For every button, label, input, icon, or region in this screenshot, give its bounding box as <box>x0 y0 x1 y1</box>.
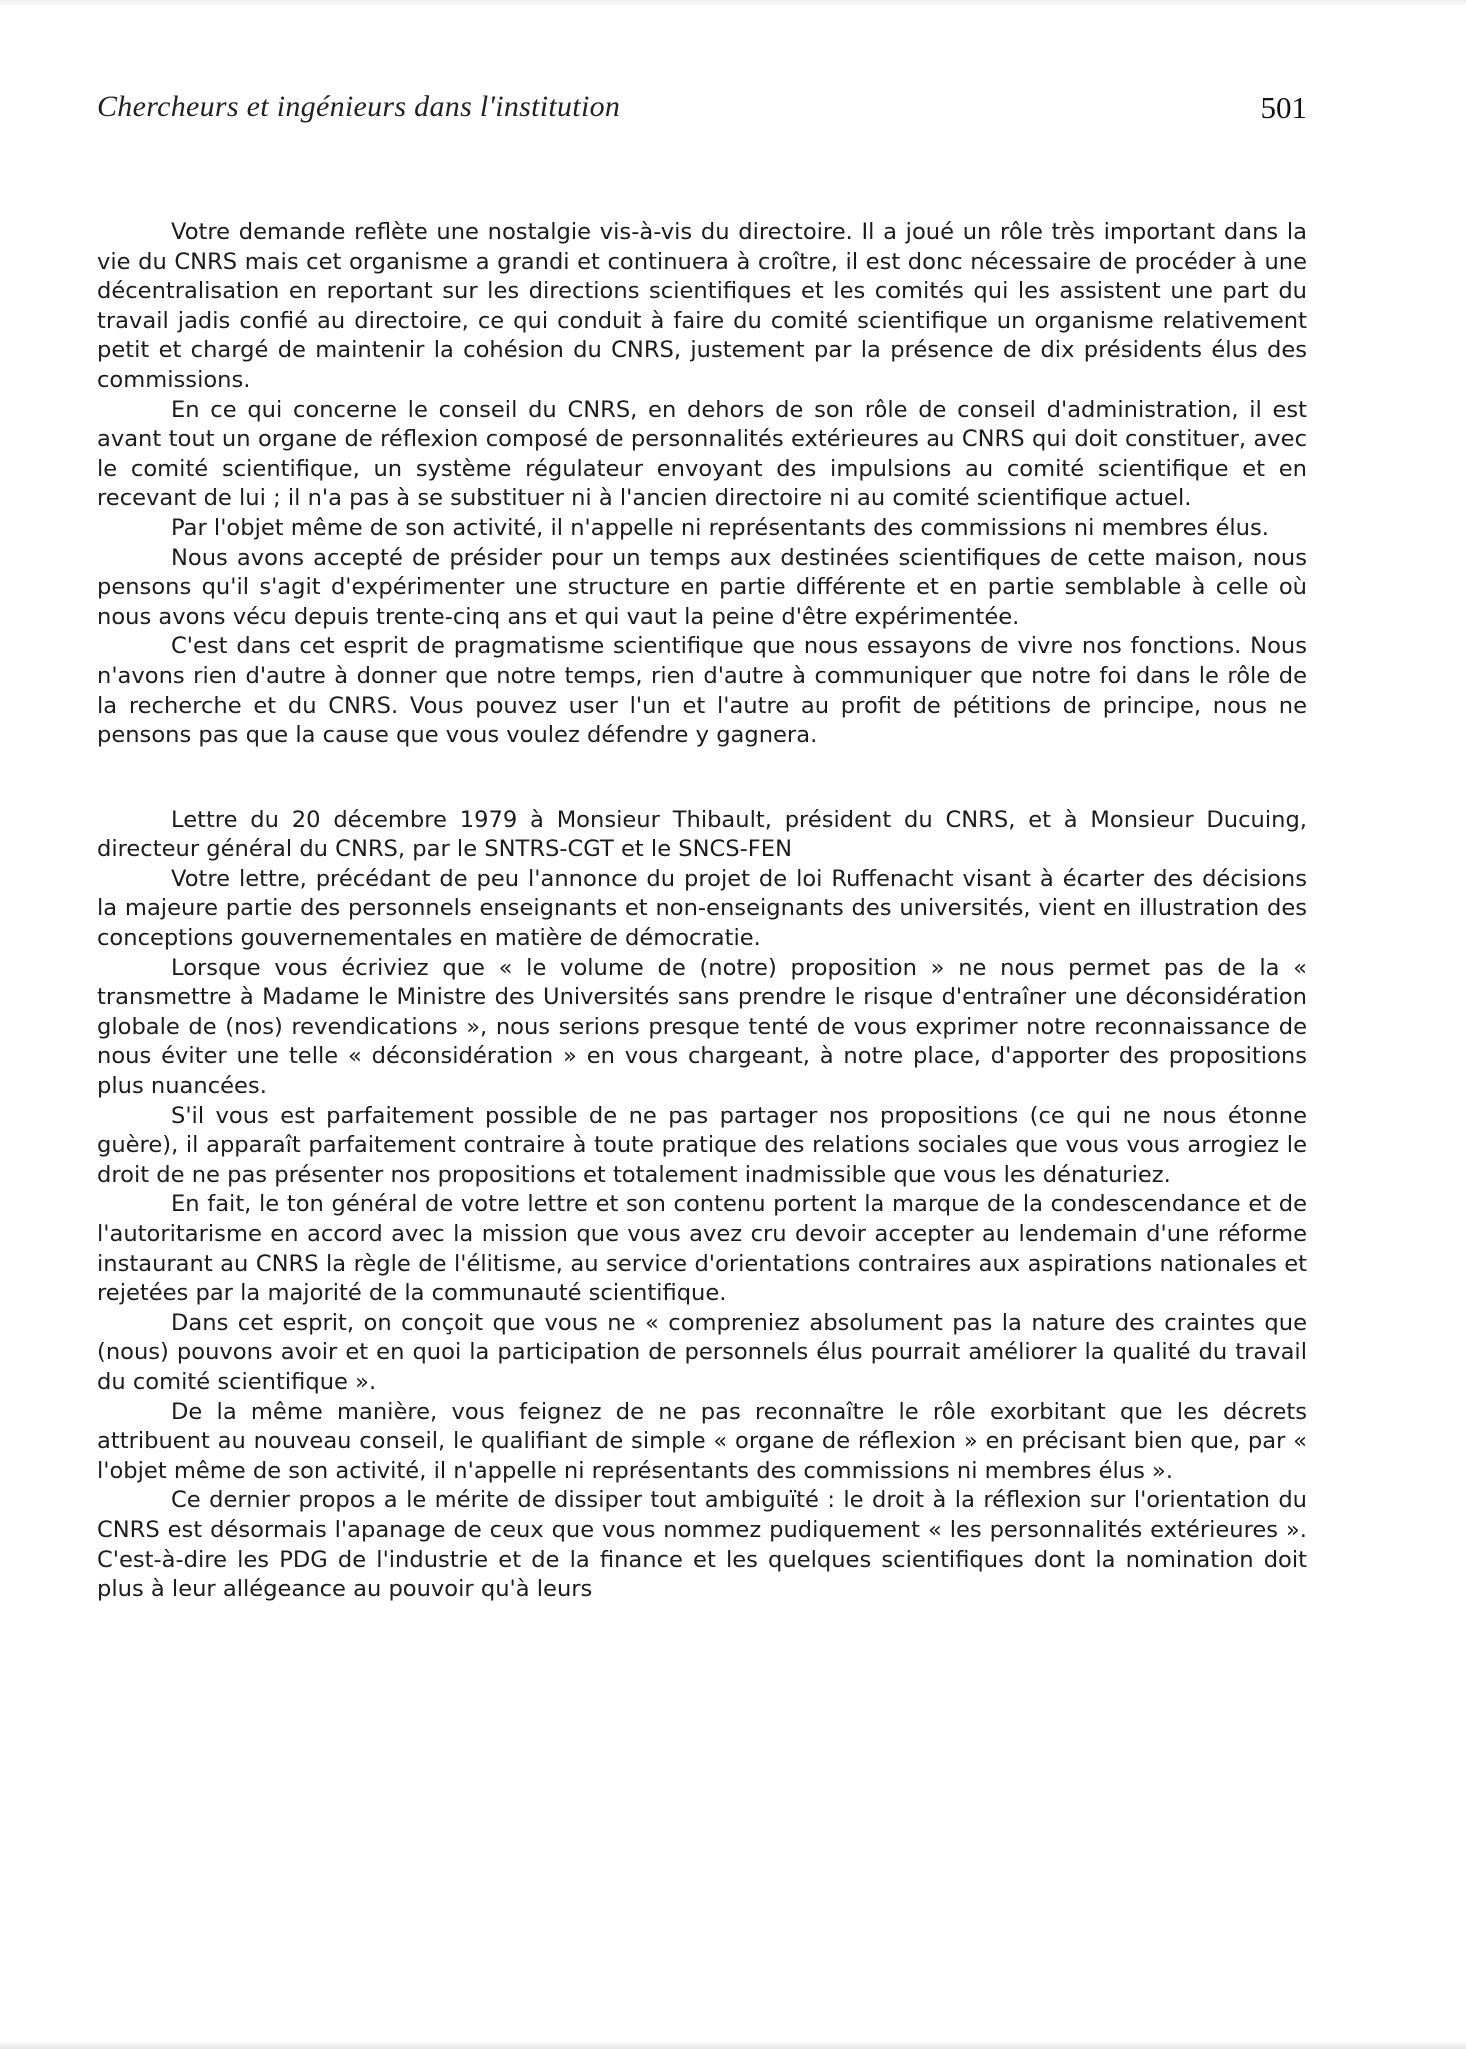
paragraph-conseil: En ce qui concerne le conseil du CNRS, en dehors de son rôle de conseil d'administration, il est avant tout un organe de réflexion composé de personnalités extérieures au CNRS qui doit constituer, avec le comité scientifique, un système régulateur envoyant des impulsions au comité scientifique et en recevant de lui ; il n'a pas à se substituer ni à l'ancien directoire ni au comité scientifique actuel. <box>97 396 1307 512</box>
scan-edge-bottom <box>0 2041 1466 2049</box>
running-header-title: Chercheurs et ingénieurs dans l'institution <box>97 90 621 123</box>
paragraph-craintes: Dans cet esprit, on conçoit que vous ne « compreniez absolument pas la nature des craintes que (nous) pouvons avoir et en quoi la participation de personnels élus pourrait améliorer la qualité du travail du comité scientifique ». <box>97 1309 1307 1395</box>
paragraph-propositions: S'il vous est parfaitement possible de ne pas partager nos propositions (ce qui ne nous étonne guère), il apparaît parfaitement contraire à toute pratique des relations sociales que vous vous arrogiez le droit de ne pas présenter nos propositions et totalement inadmissible que vous les dénaturiez. <box>97 1102 1307 1188</box>
paragraph-ruffenacht: Votre lettre, précédant de peu l'annonce du projet de loi Ruffenacht visant à écarter des décisions la majeure partie des personnels enseignants et non-enseignants des universités, vient en illustration des conceptions gouvernementales en matière de démocratie. <box>97 865 1307 952</box>
page-number: 501 <box>1260 90 1307 125</box>
paragraph-directoire: Votre demande reflète une nostalgie vis-à-vis du directoire. Il a joué un rôle très important dans la vie du CNRS mais cet organisme a grandi et continuera à croître, il est donc nécessaire de procéder à une décentralisation en reportant sur les directions scientifiques et les comités qui les assistent une part du travail jadis confié au directoire, ce qui conduit à faire du comité scientifique un organisme relativement petit et chargé de maintenir la cohésion du CNRS, justement par la présence de dix présidents élus des commissions. <box>97 219 1307 393</box>
scan-edge-top <box>0 0 1466 6</box>
running-header <box>97 90 1307 130</box>
body-text <box>97 218 1307 1605</box>
paragraph-pragmatisme: C'est dans cet esprit de pragmatisme scientifique que nous essayons de vivre nos fonctions. Nous n'avons rien d'autre à donner que notre temps, rien d'autre à communiquer que notre foi dans le rôle de la recherche et du CNRS. Vous pouvez user l'un et l'autre au profit de pétitions de principe, nous ne pensons pas que la cause que vous voulez défendre y gagnera. <box>97 633 1307 749</box>
paragraph-objet: Par l'objet même de son activité, il n'appelle ni représentants des commissions ni membres élus. <box>171 514 1269 541</box>
paragraph-role-exorbitant: De la même manière, vous feignez de ne pas reconnaître le rôle exorbitant que les décrets attribuent au nouveau conseil, le qualifiant de simple « organe de réflexion » en précisant bien que, par « l'objet même de son activité, il n'appelle ni représentants des commissions ni membres élus ». <box>97 1398 1307 1484</box>
paragraph-ton-general: En fait, le ton général de votre lettre et son contenu portent la marque de la condescendance et de l'autoritarisme en accord avec la mission que vous avez cru devoir accepter au lendemain d'une réforme instaurant au CNRS la règle de l'élitisme, au service d'orientations contraires aux aspirations nationales et rejetées par la majorité de la communauté scientifique. <box>97 1191 1307 1307</box>
letter-heading: Lettre du 20 décembre 1979 à Monsieur Thibault, président du CNRS, et à Monsieur Ducuing, directeur général du CNRS, par le SNTRS-CGT et le SNCS-FEN <box>97 806 1307 863</box>
paragraph-volume: Lorsque vous écriviez que « le volume de (notre) proposition » ne nous permet pas de la « transmettre à Madame le Ministre des Universités sans prendre le risque d'entraîner une déconsidération globale de (nos) revendications », nous serions presque tenté de vous exprimer notre reconnaissance de nous éviter une telle « déconsidération » en vous chargeant, à notre place, d'apporter des propositions plus nuancées. <box>97 954 1307 1100</box>
paragraph-presider: Nous avons accepté de présider pour un temps aux destinées scientifiques de cette maison, nous pensons qu'il s'agit d'expérimenter une structure en partie différente et en partie semblable à celle où nous avons vécu depuis trente-cinq ans et qui vaut la peine d'être expérimentée. <box>97 544 1307 630</box>
paragraph-ambiguite: Ce dernier propos a le mérite de dissiper tout ambiguïté : le droit à la réflexion sur l'orientation du CNRS est désormais l'apanage de ceux que vous nommez pudiquement « les personnalités extérieures ». C'est-à-dire les PDG de l'industrie et de la finance et les quelques scientifiques dont la nomination doit plus à leur allégeance au pouvoir qu'à leurs <box>97 1487 1307 1603</box>
